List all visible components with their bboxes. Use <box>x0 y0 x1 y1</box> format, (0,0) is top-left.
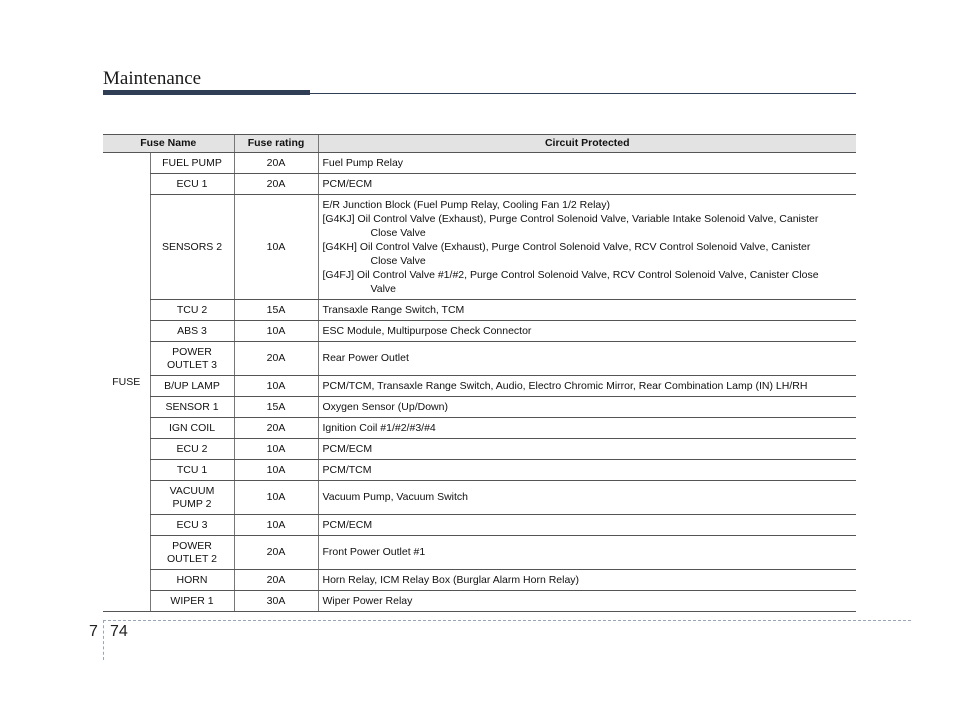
table-row <box>103 153 856 174</box>
circuit-line: PCM/ECM <box>322 442 373 455</box>
fuse-rating-cell: 10A <box>234 195 318 300</box>
circuit-protected-cell <box>318 481 856 515</box>
fuse-name-line: PUMP 2 <box>172 497 212 510</box>
table-row <box>103 591 856 612</box>
fuse-name-line: ABS 3 <box>177 324 207 337</box>
fuse-rating-cell: 20A <box>234 153 318 174</box>
fuse-rating-cell: 10A <box>234 460 318 481</box>
fuse-name-cell <box>150 174 234 195</box>
circuit-protected-cell <box>318 439 856 460</box>
fuse-rating-cell: 20A <box>234 536 318 570</box>
fuse-name-line: VACUUM <box>169 484 215 497</box>
fuse-name-line: OUTLET 2 <box>167 552 217 565</box>
table-row <box>103 397 856 418</box>
table-row <box>103 536 856 570</box>
fuse-name-cell <box>150 321 234 342</box>
circuit-line: [G4FJ] Oil Control Valve #1/#2, Purge Control Solenoid Valve, RCV Control Solenoid Valve, Canister Close <box>322 269 819 281</box>
table-row <box>103 376 856 397</box>
table-row <box>103 515 856 536</box>
fuse-rating-cell: 20A <box>234 342 318 376</box>
table-row <box>103 439 856 460</box>
table-row <box>103 195 856 300</box>
circuit-protected-cell <box>318 153 856 174</box>
fuse-rating-cell: 10A <box>234 481 318 515</box>
fuse-rating-cell: 15A <box>234 397 318 418</box>
fuse-name-cell <box>150 195 234 300</box>
header-rule-thick <box>103 90 310 95</box>
table-row <box>103 460 856 481</box>
fuse-group-label: FUSE <box>103 153 150 612</box>
circuit-line: Oxygen Sensor (Up/Down) <box>322 400 448 413</box>
fuse-name-cell <box>150 153 234 174</box>
circuit-protected-cell <box>318 570 856 591</box>
fuse-name-line: TCU 1 <box>176 463 208 476</box>
circuit-protected-cell <box>318 174 856 195</box>
footer-vertical-rule <box>103 620 104 660</box>
circuit-protected-cell <box>318 591 856 612</box>
table-row <box>103 342 856 376</box>
circuit-line: Horn Relay, ICM Relay Box (Burglar Alarm Horn Relay) <box>322 573 580 586</box>
fuse-name-line: POWER <box>172 539 212 552</box>
fuse-name-line: B/UP LAMP <box>164 379 220 392</box>
circuit-line: Front Power Outlet #1 <box>322 546 426 558</box>
circuit-protected-cell <box>318 195 856 300</box>
chapter-number: 7 <box>89 623 98 640</box>
fuse-name-line: OUTLET 3 <box>167 358 217 371</box>
fuse-name-line: ECU 1 <box>176 177 208 190</box>
fuse-rating-cell: 20A <box>234 570 318 591</box>
fuse-name-line: ECU 2 <box>176 442 208 455</box>
circuit-line: Vacuum Pump, Vacuum Switch <box>322 491 469 503</box>
circuit-line: PCM/TCM <box>322 463 372 476</box>
fuse-name-line: WIPER 1 <box>170 594 214 607</box>
fuse-name-line: SENSORS 2 <box>161 240 223 253</box>
fuse-name-line: HORN <box>176 573 208 586</box>
table-row <box>103 321 856 342</box>
circuit-protected-cell <box>318 515 856 536</box>
fuse-rating-cell: 20A <box>234 418 318 439</box>
circuit-protected-cell <box>318 300 856 321</box>
footer-rule <box>103 620 911 621</box>
circuit-line: Close Valve <box>370 255 426 267</box>
table-row <box>103 300 856 321</box>
page-section-title: Maintenance <box>103 68 202 89</box>
fuse-rating-cell: 10A <box>234 321 318 342</box>
circuit-line: [G4KJ] Oil Control Valve (Exhaust), Purge Control Solenoid Valve, Variable Intake Solenoid Valve, Canister <box>322 213 819 225</box>
fuse-rating-cell: 20A <box>234 174 318 195</box>
circuit-line: Transaxle Range Switch, TCM <box>322 303 465 316</box>
circuit-protected-cell <box>318 460 856 481</box>
fuse-name-cell <box>150 300 234 321</box>
fuse-name-cell <box>150 570 234 591</box>
fuse-name-cell <box>150 418 234 439</box>
circuit-line: [G4KH] Oil Control Valve (Exhaust), Purge Control Solenoid Valve, RCV Control Solenoid Valve, Canister <box>322 241 811 253</box>
fuse-name-cell <box>150 439 234 460</box>
fuse-name-line: FUEL PUMP <box>162 156 222 169</box>
circuit-line: Close Valve <box>370 227 426 239</box>
fuse-table <box>103 134 856 612</box>
circuit-protected-cell <box>318 397 856 418</box>
table-row <box>103 481 856 515</box>
fuse-name-cell <box>150 342 234 376</box>
circuit-protected-cell <box>318 376 856 397</box>
circuit-protected-cell <box>318 342 856 376</box>
fuse-name-line: TCU 2 <box>176 303 208 316</box>
circuit-line: Rear Power Outlet <box>322 352 409 364</box>
circuit-protected-cell <box>318 536 856 570</box>
column-header-circuit-protected: Circuit Protected <box>318 135 856 153</box>
fuse-name-cell <box>150 536 234 570</box>
fuse-rating-cell: 15A <box>234 300 318 321</box>
fuse-name-line: POWER <box>172 345 212 358</box>
fuse-rating-cell: 30A <box>234 591 318 612</box>
table-row <box>103 174 856 195</box>
circuit-line: E/R Junction Block (Fuel Pump Relay, Cooling Fan 1/2 Relay) <box>322 199 611 211</box>
fuse-name-cell <box>150 397 234 418</box>
column-header-fuse-name: Fuse Name <box>103 135 234 153</box>
circuit-line: PCM/TCM, Transaxle Range Switch, Audio, Electro Chromic Mirror, Rear Combination Lamp (IN) LH/RH <box>322 379 808 392</box>
fuse-name-line: IGN COIL <box>168 421 216 434</box>
circuit-protected-cell <box>318 418 856 439</box>
circuit-line: Fuel Pump Relay <box>322 156 404 169</box>
table-row <box>103 418 856 439</box>
circuit-line: Wiper Power Relay <box>322 594 413 607</box>
page-number: 74 <box>110 623 128 640</box>
fuse-rating-cell: 10A <box>234 439 318 460</box>
fuse-name-cell <box>150 515 234 536</box>
circuit-line: Valve <box>370 283 396 295</box>
circuit-line: ESC Module, Multipurpose Check Connector <box>322 324 532 337</box>
circuit-line: PCM/ECM <box>322 177 373 190</box>
fuse-name-cell <box>150 481 234 515</box>
table-row <box>103 570 856 591</box>
circuit-line: Ignition Coil #1/#2/#3/#4 <box>322 421 436 434</box>
fuse-name-cell <box>150 376 234 397</box>
fuse-name-cell <box>150 591 234 612</box>
fuse-rating-cell: 10A <box>234 515 318 536</box>
fuse-name-line: ECU 3 <box>176 518 208 531</box>
circuit-line: PCM/ECM <box>322 518 373 531</box>
fuse-rating-cell: 10A <box>234 376 318 397</box>
header-rule-thin <box>310 93 856 94</box>
fuse-name-line: SENSOR 1 <box>165 400 219 413</box>
circuit-protected-cell <box>318 321 856 342</box>
fuse-table-body <box>103 153 856 612</box>
table-header-row <box>103 135 856 153</box>
column-header-fuse-rating: Fuse rating <box>234 135 318 153</box>
fuse-name-cell <box>150 460 234 481</box>
